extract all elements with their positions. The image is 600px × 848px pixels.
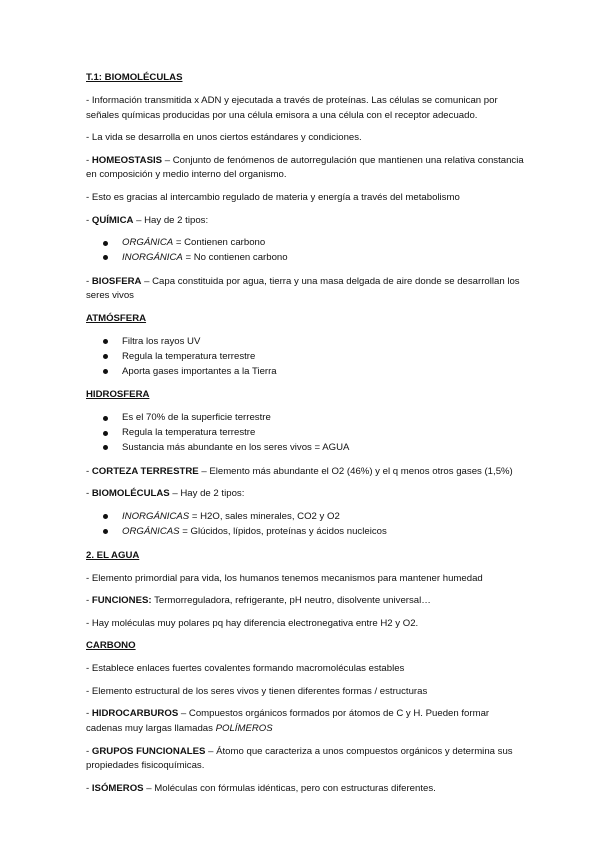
bullet-icon xyxy=(103,529,108,534)
paragraph-enlaces: - Establece enlaces fuertes covalentes formando macromoléculas estables xyxy=(86,663,405,675)
bullet-icon xyxy=(103,369,108,374)
dash-prefix: - xyxy=(86,782,92,794)
paragraph-biosfera xyxy=(86,275,526,304)
list-atmosfera xyxy=(86,335,526,379)
list-item xyxy=(86,335,526,350)
list-item xyxy=(86,441,526,456)
dash-prefix: - xyxy=(86,595,92,607)
paragraph-biomoleculas xyxy=(86,487,526,502)
paragraph-polares: - Hay moléculas muy polares pq hay diferencia electronegativa entre H2 y O2. xyxy=(86,617,419,629)
bullet-icon xyxy=(103,445,108,450)
paragraph-info: - Información transmitida x ADN y ejecutada a través de proteínas. Las células se comunican por señales químicas producidas por una célula emisora a una célula con el receptor adecuado. xyxy=(86,95,498,121)
paragraph-estructural: - Elemento estructural de los seres vivos y tienen diferentes formas / estructuras xyxy=(86,685,428,697)
document-content xyxy=(86,71,526,804)
item-term: INORGÁNICA xyxy=(122,251,183,263)
term-grupos: GRUPOS FUNCIONALES xyxy=(91,745,206,757)
item-term: ORGÁNICA xyxy=(122,237,174,249)
list-item xyxy=(86,510,526,525)
item-text: Filtra los rayos UV xyxy=(122,335,201,347)
term-funciones: FUNCIONES: xyxy=(91,595,152,607)
item-text: = H2O, sales minerales, CO2 y O2 xyxy=(189,510,340,522)
paragraph-quimica xyxy=(86,214,526,229)
paragraph-corteza xyxy=(86,465,526,480)
term-hidrocarburos: HIDROCARBUROS xyxy=(91,708,179,720)
definition-biomoleculas: – Hay de 2 tipos: xyxy=(169,488,245,500)
dash-prefix: - xyxy=(86,154,92,166)
dash-prefix: - xyxy=(86,214,92,226)
dash-prefix: - xyxy=(86,488,92,500)
dash-prefix: - xyxy=(86,275,92,287)
paragraph-homeostasis xyxy=(86,154,526,183)
definition-biosfera: – Capa constituida por agua, tierra y una masa delgada de aire donde se desarrollan los seres vivos xyxy=(86,275,520,302)
definition-funciones: Termorreguladora, refrigerante, pH neutro, disolvente universal… xyxy=(151,595,431,607)
list-item xyxy=(86,236,526,251)
heading-carbono: CARBONO xyxy=(86,640,136,652)
definition-corteza: – Elemento más abundante el O2 (46%) y el q menos otros gases (1,5%) xyxy=(198,465,513,477)
title-heading: T.1: BIOMOLÉCULAS xyxy=(86,72,183,83)
definition-isomeros: – Moléculas con fórmulas idénticas, pero con estructuras diferentes. xyxy=(143,782,436,794)
heading-atmosfera: ATMÓSFERA xyxy=(86,312,147,324)
definition-homeostasis: – Conjunto de fenómenos de autorregulación que mantienen una relativa constancia en composición y medio interno del organismo. xyxy=(86,154,524,181)
list-item xyxy=(86,426,526,441)
dash-prefix: - xyxy=(86,465,92,477)
item-text: = No contienen carbono xyxy=(182,251,288,263)
list-item xyxy=(86,365,526,380)
list-item xyxy=(86,251,526,266)
list-item xyxy=(86,525,526,540)
item-text: Aporta gases importantes a la Tierra xyxy=(122,365,277,377)
term-corteza: CORTEZA TERRESTRE xyxy=(91,465,199,477)
bullet-icon xyxy=(103,416,108,421)
item-text: = Glúcidos, lípidos, proteínas y ácidos nucleicos xyxy=(179,525,387,537)
term-isomeros: ISÓMEROS xyxy=(91,782,144,794)
paragraph-funciones xyxy=(86,594,526,609)
bullet-icon xyxy=(103,514,108,519)
item-text: Sustancia más abundante en los seres vivos = AGUA xyxy=(122,441,350,453)
paragraph-esto: - Esto es gracias al intercambio regulado de materia y energía a través del metabolismo xyxy=(86,191,460,203)
paragraph-vida: - La vida se desarrolla en unos ciertos estándares y condiciones. xyxy=(86,132,362,144)
term-quimica: QUÍMICA xyxy=(91,214,134,226)
bullet-icon xyxy=(103,241,108,246)
paragraph-hidrocarburos xyxy=(86,707,526,736)
definition-quimica: – Hay de 2 tipos: xyxy=(133,214,209,226)
bullet-icon xyxy=(103,431,108,436)
heading-agua: 2. EL AGUA xyxy=(86,549,140,561)
term-polimeros: POLÍMEROS xyxy=(215,723,273,735)
list-hidrosfera xyxy=(86,411,526,455)
bullet-icon xyxy=(103,255,108,260)
bullet-icon xyxy=(103,339,108,344)
item-text: Regula la temperatura terrestre xyxy=(122,350,256,362)
bullet-icon xyxy=(103,354,108,359)
term-biosfera: BIOSFERA xyxy=(91,275,142,287)
heading-hidrosfera: HIDROSFERA xyxy=(86,389,150,401)
paragraph-grupos xyxy=(86,745,526,774)
list-quimica xyxy=(86,236,526,266)
item-term: INORGÁNICAS xyxy=(122,510,190,522)
list-biomoleculas xyxy=(86,510,526,540)
dash-prefix: - xyxy=(86,745,92,757)
definition-grupos: – Átomo que caracteriza a unos compuestos orgánicos y determina sus propiedades fisicoquímicas. xyxy=(86,745,513,772)
list-item xyxy=(86,350,526,365)
term-biomoleculas: BIOMOLÉCULAS xyxy=(91,488,170,500)
item-text: Regula la temperatura terrestre xyxy=(122,427,256,439)
paragraph-isomeros xyxy=(86,782,526,797)
paragraph-elemento: - Elemento primordial para vida, los humanos tenemos mecanismos para mantener humedad xyxy=(86,572,483,584)
item-text: Es el 70% de la superficie terrestre xyxy=(122,412,271,424)
list-item xyxy=(86,411,526,426)
dash-prefix: - xyxy=(86,708,92,720)
item-term: ORGÁNICAS xyxy=(122,525,180,537)
definition-hidrocarburos: – Compuestos orgánicos formados por átomos de C y H. Pueden formar cadenas muy largas llamadas xyxy=(86,708,490,735)
item-text: = Contienen carbono xyxy=(173,237,266,249)
term-homeostasis: HOMEOSTASIS xyxy=(91,154,163,166)
